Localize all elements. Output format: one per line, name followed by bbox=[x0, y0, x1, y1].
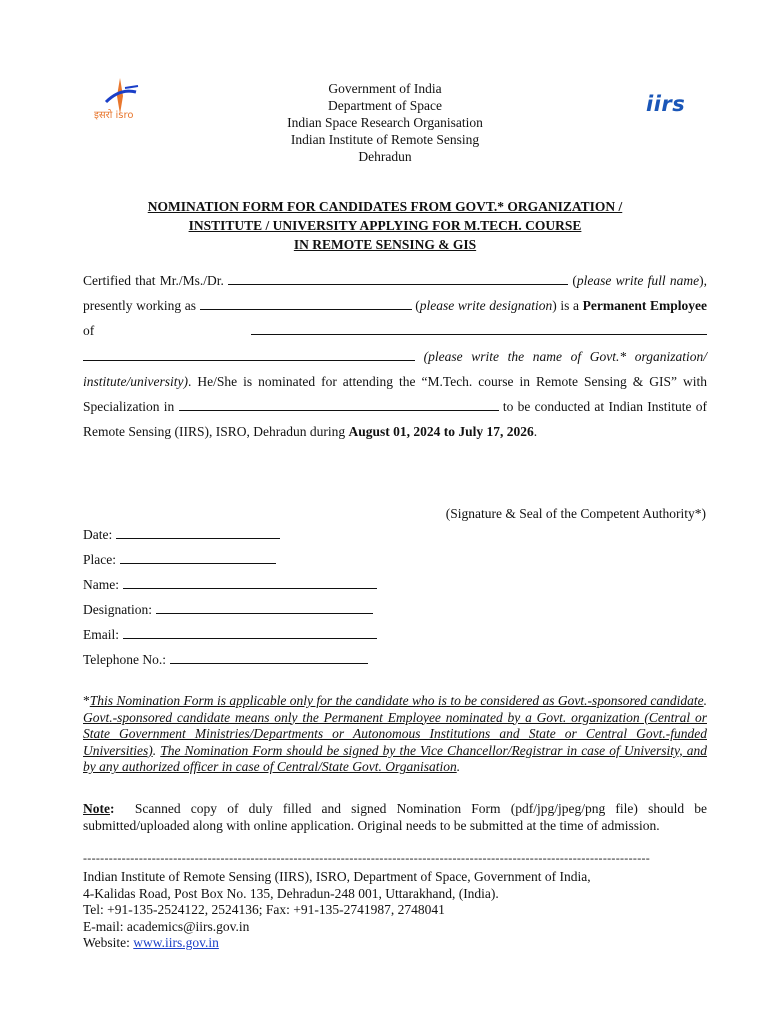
presently-text: , presently working as bbox=[83, 273, 708, 314]
nominated-text: . He/She is nominated for attending the “M.Tech. course in Remote Sensing & GIS” with Specialization in bbox=[83, 373, 707, 415]
conducted-text: to be conducted at Indian Institute of Remote Sensing (IIRS), ISRO, Dehradun during bbox=[83, 399, 708, 440]
website-label: Website: bbox=[83, 935, 130, 951]
organization-blank-1[interactable] bbox=[251, 322, 707, 335]
organization-blank-2[interactable] bbox=[83, 348, 415, 361]
certification-paragraph: Certified that Mr./Ms./Dr. (please write full name), presently working as (please write designation) is a Permanent Employee of (please write the name of Govt.* organization/ institute/university). He/She is nominated for attending the “M.Tech. course in Remote Sensing & GIS” with Specialization in to be conducted at Indian Institute of Remote Sensing (IIRS), ISRO, Dehradun during August 01, 2024 to July 17, 2026. bbox=[83, 273, 708, 440]
name-label: Name: bbox=[83, 577, 119, 592]
telephone-field bbox=[83, 651, 368, 668]
telephone-label: Telephone No.: bbox=[83, 652, 167, 667]
note-text: Scanned copy of duly filled and signed Nomination Form (pdf/jpg/jpeg/png file) should be submitted/uploaded along with online application. Original needs to be submitted at the time of admission. bbox=[83, 801, 708, 833]
date-field bbox=[83, 526, 280, 543]
email-field bbox=[83, 626, 377, 643]
footnote-part-2: Govt.-sponsored candidate means only the Permanent Employee nominated by a Govt. organization (Central or State Government Ministries/Departments or Autonomous Institutions and State or Central Govt.-funded Universities) bbox=[83, 709, 707, 758]
name-field bbox=[83, 576, 377, 593]
note: Note: Scanned copy of duly filled and signed Nomination Form (pdf/jpg/jpeg/png file) should be submitted/uploaded along with online application. Original needs to be submitted at the time of admission. bbox=[83, 801, 708, 833]
website-line bbox=[83, 935, 591, 952]
header-line-2: Department of Space bbox=[328, 98, 442, 113]
email-blank[interactable] bbox=[123, 626, 377, 639]
place-blank[interactable] bbox=[120, 551, 276, 564]
separator: ------------------------------------------------------------------------------------------------------------------------------------ bbox=[83, 851, 651, 865]
certified-text: Certified that Mr./Ms./Dr. bbox=[83, 273, 224, 288]
footnote: *This Nomination Form is applicable only for the candidate who is to be considered as Govt.-sponsored candidate. Govt.-sponsored candidate means only the Permanent Employee nominated by a Govt. organization (Central or State Government Ministries/Departments or Autonomous Institutions and State or Central Govt.-funded Universities). The Nomination Form should be signed by the Vice Chancellor/Registrar in case of University, and by any authorized officer in case of Central/State Govt. Organisation. bbox=[83, 693, 708, 775]
isro-logo-text: इसरो isro bbox=[94, 110, 134, 121]
title-line-2: INSTITUTE / UNIVERSITY APPLYING FOR M.TECH. COURSE bbox=[188, 218, 582, 233]
permanent-employee-text: Permanent Employee bbox=[582, 298, 707, 314]
title-line-3: IN REMOTE SENSING & GIS bbox=[293, 237, 477, 252]
address-line-4: E-mail: academics@iirs.gov.in bbox=[83, 918, 250, 934]
date-blank[interactable] bbox=[116, 526, 280, 539]
course-dates: August 01, 2024 to July 17, 2026 bbox=[348, 424, 534, 440]
is-a-text: ) is a bbox=[552, 298, 579, 314]
footnote-part-3: The Nomination Form should be signed by the Vice Chancellor/Registrar in case of University, and by any authorized officer in case of Central/State Govt. Organisation bbox=[83, 742, 708, 775]
address-line-1: Indian Institute of Remote Sensing (IIRS), ISRO, Department of Space, Government of India, bbox=[83, 869, 591, 884]
hint-full-name: please write full name bbox=[576, 273, 700, 288]
email-label: Email: bbox=[83, 627, 119, 642]
designation-field-blank[interactable] bbox=[156, 601, 373, 614]
note-label: Note bbox=[83, 801, 110, 816]
designation-blank[interactable] bbox=[200, 297, 412, 310]
of-text: of bbox=[83, 323, 95, 339]
designation-label: Designation: bbox=[83, 602, 152, 617]
date-label: Date: bbox=[83, 527, 113, 542]
address-line-3: Tel: +91-135-2524122, 2524136; Fax: +91-135-2741987, 2748041 bbox=[83, 902, 445, 918]
telephone-blank[interactable] bbox=[170, 651, 368, 664]
title-line-1: NOMINATION FORM FOR CANDIDATES FROM GOVT.* ORGANIZATION / bbox=[147, 199, 623, 214]
form-title bbox=[0, 197, 770, 254]
footnote-part-1: This Nomination Form is applicable only for the candidate who is to be considered as Govt.-sponsored candidate bbox=[89, 693, 704, 708]
letterhead bbox=[0, 80, 770, 165]
hint-designation: please write designation bbox=[419, 298, 553, 314]
full-name-blank[interactable] bbox=[228, 272, 568, 285]
website-link[interactable]: www.iirs.gov.in bbox=[133, 935, 219, 951]
hint-organization: (please write the name of Govt.* organization/ institute/university) bbox=[83, 348, 708, 389]
signature-label: (Signature & Seal of the Competent Authority*) bbox=[445, 506, 706, 521]
name-blank[interactable] bbox=[123, 576, 377, 589]
header-line-5: Dehradun bbox=[358, 149, 412, 164]
header-line-1: Government of India bbox=[328, 81, 442, 96]
iirs-logo: iirs bbox=[646, 92, 686, 116]
place-label: Place: bbox=[83, 552, 116, 567]
period-text: . bbox=[533, 424, 538, 440]
header-line-3: Indian Space Research Organisation bbox=[287, 115, 483, 130]
address-line-2: 4-Kalidas Road, Post Box No. 135, Dehradun-248 001, Uttarakhand, (India). bbox=[83, 885, 499, 901]
place-field bbox=[83, 551, 276, 568]
designation-field bbox=[83, 601, 373, 618]
address-block bbox=[83, 869, 591, 952]
footnote-star: * bbox=[83, 693, 90, 708]
header-line-4: Indian Institute of Remote Sensing bbox=[290, 132, 480, 147]
specialization-blank[interactable] bbox=[179, 398, 499, 411]
